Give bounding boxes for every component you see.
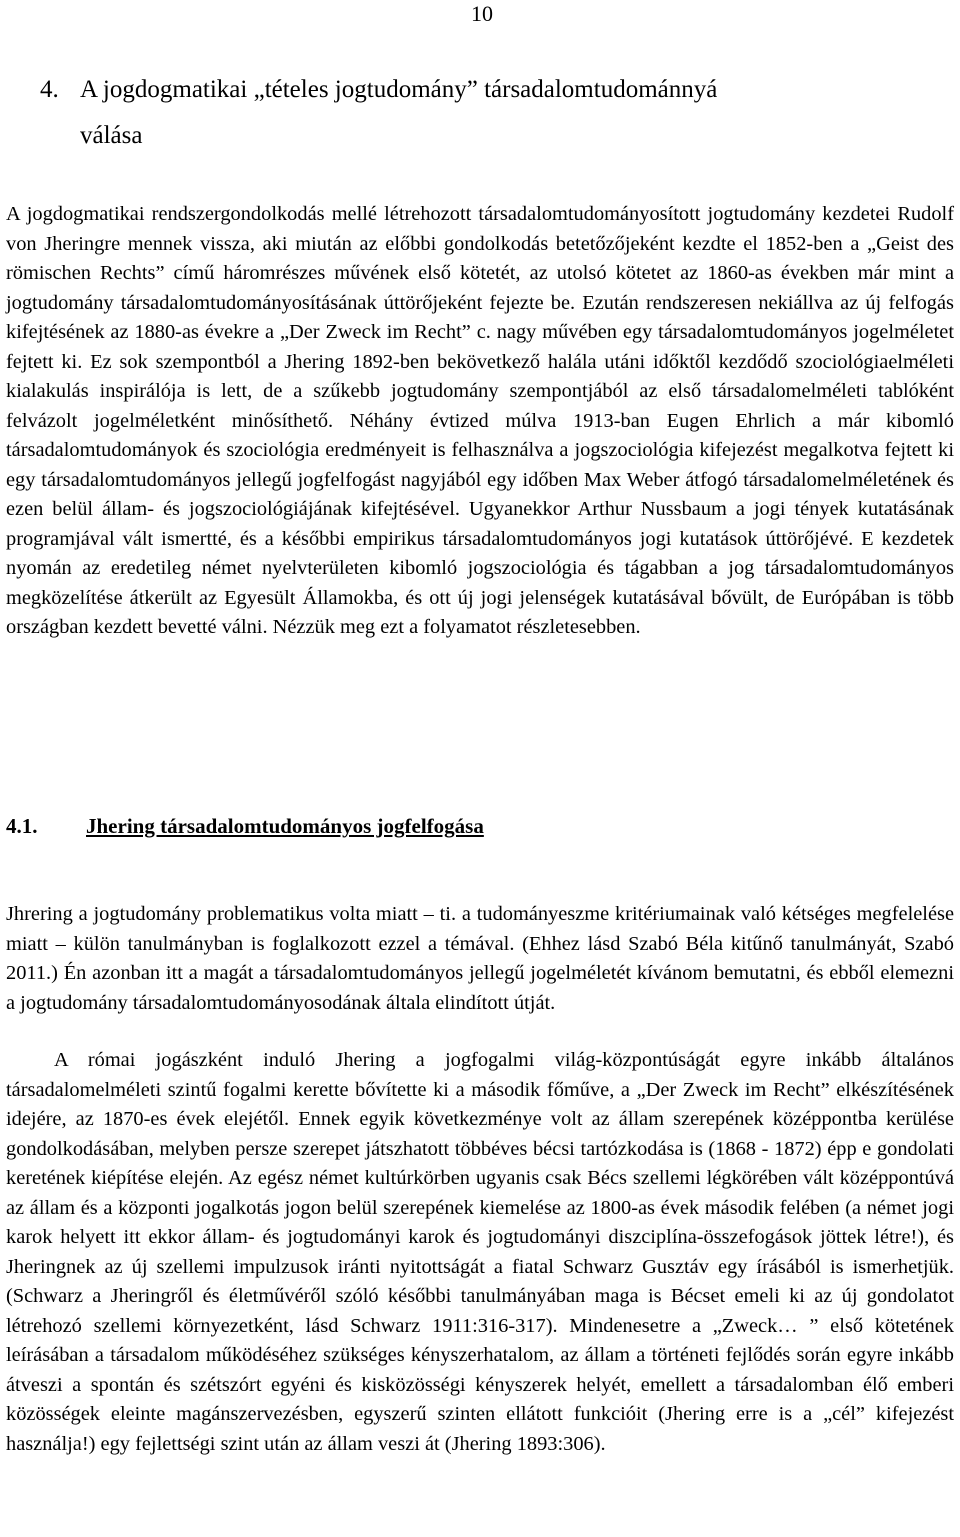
chapter-title-line2: válása <box>80 122 143 149</box>
section-number: 4.1. <box>6 814 38 838</box>
body-paragraph-1: A jogdogmatikai rendszergondolkodás mellé létrehozott társadalomtudományosított jogtudomány kezdetei Rudolf von Jheringre mennek vissza, aki miután az előbbi gondolkodás betetőzőjeként kezdte el 1852-ben a „Geist des römischen Rechts” című háromrészes művének első kötetét, az utolsó kötetet az 1860-as években már mint a jogtudomány társadalomtudományosításának úttörőjeként fejezte be. Ezután rendszeresen nekiállva az új felfogás kifejtésének az 1880-as évekre a „Der Zweck im Recht” c. nagy művében egy társadalomtudományos jogelméletet fejtett ki. Ez sok szempontból a Jhering 1892-ben bekövetkező halála utáni időktől kezdődő szociológiaelméleti kialakulás inspirálója is lett, de a szűkebb jogtudomány szempontjából az első társadalomelméleti tablóként felvázolt jogelméletként minősíthető. Néhány évtized múlva 1913-ban Eugen Ehrlich a már kibomló társadalomtudományok és szociológia eredményeit is felhasználva a jogszociológia kifejezést megalkotva fejtett ki egy társadalomtudományos jellegű jogfelfogást nagyjából egy időben Max Weber átfogó társadalomelméletének és ezen belül állam- és jogszociológiájának kifejtésével. Ugyanekkor Arthur Nussbaum a jogi tények kutatásának programjával vált ismertté, és a későbbi empirikus társadalomtudományos jogi kutatások úttörőjévé. E kezdetek nyomán az eredetileg német nyelvterületen kibomló jogszociológia és tágabban a jog társadalomtudományos megközelítése átkerült az Egyesült Államokba, és ott új jogi jelenségek kutatásával bővült, de Európában is több országban kezdett bevetté válni. Nézzük meg ezt a folyamatot részletesebben. <box>6 203 954 638</box>
body-paragraph-2: Jhrering a jogtudomány problematikus volta miatt – ti. a tudományeszme kritériumainak való kétséges megfelelése miatt – külön tanulmányban is foglalkozott ezzel a témával. (Ehhez lásd Szabó Béla kitűnő tanulmányát, Szabó 2011.) Én azonban itt a magát a társadalomtudományos jellegű jogelméletét kívánom bemutatni, és ebből elemezni a jogtudomány társadalomtudományosodának általa elindított útját. <box>6 903 954 1014</box>
chapter-number: 4. <box>40 76 59 103</box>
chapter-title-line1: A jogdogmatikai „tételes jogtudomány” társadalomtudománnyá <box>80 76 718 103</box>
section-heading <box>6 811 484 841</box>
section-title: Jhering társadalomtudományos jogfelfogása <box>86 814 484 838</box>
chapter-title <box>40 72 920 154</box>
body-paragraph-3: A római jogászként induló Jhering a jogfogalmi világ-központúságát egyre inkább általános társadalomelméleti szintű fogalmi kerette bővítette ki a második főműve, a „Der Zweck im Recht” elkészítésének idejére, az 1870-es évek elejétől. Ennek egyik következménye volt az állam szerepének középpontba kerülése gondolkodásában, melyben persze szerepet játszhatott többéves bécsi tartózkodása is (1868 - 1872) épp e gondolati keretének kiépítése elején. Az egész német kultúrkörben ugyanis csak Bécs szellemi légkörében vált középpontúvá az állam és a központi jogalkotás jogon belül szerepének kiemelése az 1800-as évek második felében (a német jogi karok helyett itt ekkor állam- és jogtudományi karok és jogtudományi diszciplína-összefogások jöttek létre!), és Jheringnek az új szellemi impulzusok iránti nyitottságát a fiatal Schwarz Gusztáv egy írásából is ismerhetjük. (Schwarz a Jheringről és életművéről szóló későbbi tanulmányában maga is Bécset emeli ki az új gondolatot létrehozó szellemi környezetként, lásd Schwarz 1911:316-317). Mindenesetre a „Zweck… ” első kötetének leírásában a társadalom működéséhez szükséges kényszerhatalom, az állam a történeti fejlődés során egyre inkább átveszi a spontán és szétszórt egyéni és kisközösségi kényszerek helyét, emellett a társadalomban élő emberi közösségek eleinte magánszervezésben, egyszerű szinten ellátott funkcióit (Jhering erre is a „cél” kifejezést használja!) egy fejlettségi szint után az állam veszi át (Jhering 1893:306). <box>6 1049 954 1455</box>
page-number: 10 <box>471 1 493 26</box>
